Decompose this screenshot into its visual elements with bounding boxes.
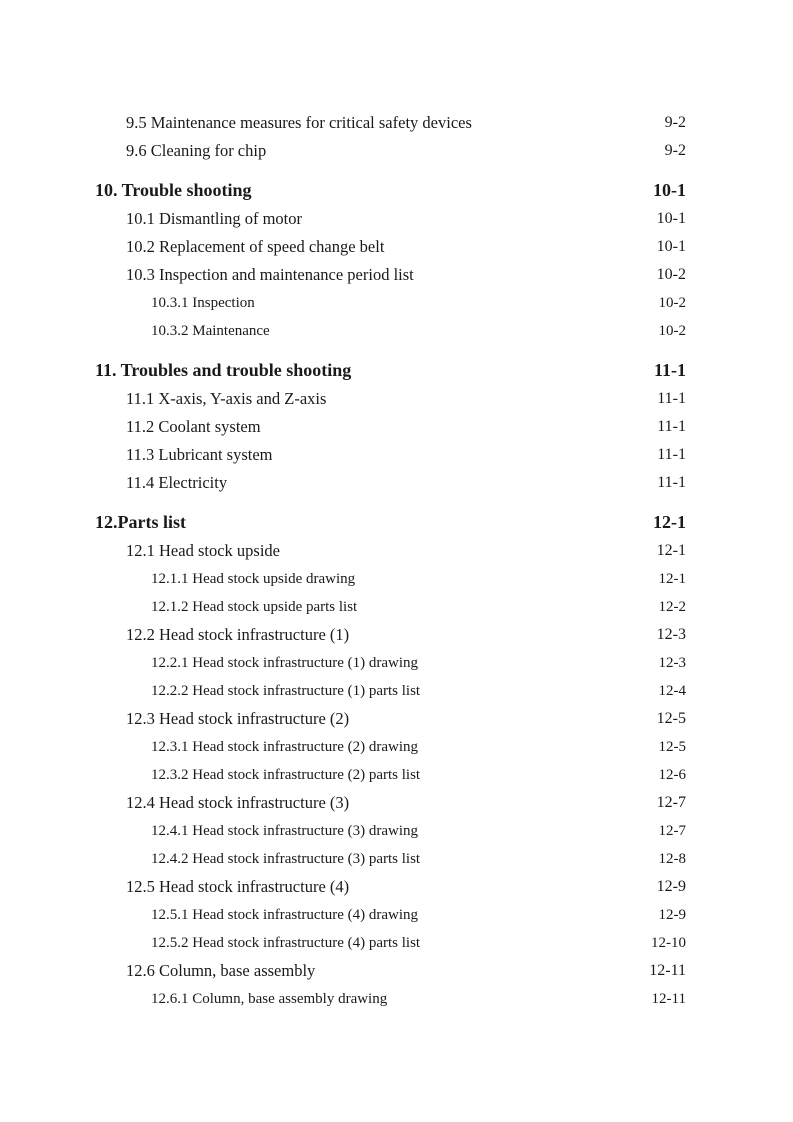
toc-entry[interactable] [0,139,793,163]
toc-entry-label: 11.2 Coolant system [126,417,261,436]
toc-subentry[interactable] [0,595,793,619]
toc-subentry-label: 12.2.2 Head stock infrastructure (1) parts list [151,683,421,699]
toc-entry[interactable] [0,875,793,899]
toc-entry[interactable] [0,623,793,647]
toc-entry-page: 12-9 [656,878,686,895]
toc-entry[interactable] [0,443,793,467]
toc-subentry-label: 12.5.1 Head stock infrastructure (4) drawing [151,907,418,923]
toc-entry-label: 9.6 Cleaning for chip [126,141,267,160]
toc-subentry[interactable] [0,291,793,315]
toc-entry-label: 12.5 Head stock infrastructure (4) [126,877,350,896]
toc-entry[interactable] [0,207,793,231]
toc-subentry[interactable] [0,903,793,927]
toc-subentry-page: 12-11 [651,991,686,1007]
toc-entry-label: 12.3 Head stock infrastructure (2) [126,709,350,728]
toc-chapter-page: 12-1 [653,512,686,532]
toc-entry-page: 9-2 [664,114,686,131]
toc-chapter[interactable] [0,178,793,202]
toc-subentry[interactable] [0,735,793,759]
toc-subentry-page: 12-3 [658,655,686,671]
toc-subentry[interactable] [0,319,793,343]
toc-subentry[interactable] [0,819,793,843]
toc-subentry-label: 12.6.1 Column, base assembly drawing [151,991,388,1007]
toc-subentry-page: 12-5 [658,739,686,755]
toc-entry-label: 11.4 Electricity [126,473,228,492]
toc-subentry-label: 12.4.1 Head stock infrastructure (3) drawing [151,823,418,839]
toc-subentry-label: 10.3.2 Maintenance [151,323,270,339]
toc-entry-page: 10-2 [656,266,686,283]
toc-subentry-page: 12-9 [658,907,686,923]
toc-entry[interactable] [0,471,793,495]
toc-subentry-page: 10-2 [658,295,686,311]
toc-entry-label: 11.3 Lubricant system [126,445,273,464]
toc-entry[interactable] [0,263,793,287]
toc-entry-page: 10-1 [656,238,686,255]
toc-subentry-label: 12.1.2 Head stock upside parts list [151,599,358,615]
toc-entry-label: 12.6 Column, base assembly [126,961,316,980]
toc-subentry[interactable] [0,987,793,1011]
toc-entry-page: 11-1 [657,474,686,491]
toc-subentry-label: 12.3.2 Head stock infrastructure (2) parts list [151,767,421,783]
toc-entry-page: 12-7 [656,794,686,811]
toc-chapter-page: 10-1 [653,180,686,200]
toc-entry[interactable] [0,539,793,563]
toc-subentry-label: 10.3.1 Inspection [151,295,255,311]
toc-subentry-page: 12-6 [658,767,686,783]
toc-chapter-label: 11. Troubles and trouble shooting [95,360,352,380]
toc-subentry-page: 12-1 [658,571,686,587]
toc-subentry-page: 12-10 [651,935,686,951]
toc-chapter-page: 11-1 [653,360,686,380]
toc-subentry[interactable] [0,651,793,675]
toc-subentry[interactable] [0,847,793,871]
toc-subentry-label: 12.3.1 Head stock infrastructure (2) drawing [151,739,418,755]
toc-entry-label: 12.4 Head stock infrastructure (3) [126,793,350,812]
toc-subentry[interactable] [0,567,793,591]
toc-entry[interactable] [0,111,793,135]
toc-entry-label: 10.2 Replacement of speed change belt [126,237,385,256]
toc-entry[interactable] [0,415,793,439]
toc-chapter[interactable] [0,358,793,382]
toc-subentry-page: 10-2 [658,323,686,339]
toc-entry-page: 11-1 [657,446,686,463]
toc-entry-page: 12-3 [656,626,686,643]
toc-subentry-page: 12-8 [658,851,686,867]
toc-chapter[interactable] [0,510,793,534]
toc-entry-page: 11-1 [657,418,686,435]
toc-entry[interactable] [0,707,793,731]
toc-entry-page: 11-1 [657,390,686,407]
toc-entry-page: 10-1 [656,210,686,227]
toc-entry[interactable] [0,235,793,259]
toc-entry-label: 10.3 Inspection and maintenance period list [126,265,414,284]
toc-chapter-label: 10. Trouble shooting [95,180,252,200]
toc-subentry-page: 12-7 [658,823,686,839]
toc-subentry[interactable] [0,679,793,703]
toc-entry[interactable] [0,959,793,983]
toc-entry[interactable] [0,791,793,815]
toc-entry-page: 12-5 [656,710,686,727]
toc-entry-page: 9-2 [664,142,686,159]
toc-entry-label: 12.1 Head stock upside [126,541,280,560]
toc-entry-label: 11.1 X-axis, Y-axis and Z-axis [126,389,327,408]
toc-subentry-label: 12.5.2 Head stock infrastructure (4) parts list [151,935,421,951]
toc-subentry-label: 12.4.2 Head stock infrastructure (3) parts list [151,851,421,867]
toc-entry-page: 12-1 [656,542,686,559]
toc-subentry-label: 12.1.1 Head stock upside drawing [151,571,356,587]
toc-subentry[interactable] [0,763,793,787]
toc-subentry[interactable] [0,931,793,955]
toc-entry[interactable] [0,387,793,411]
toc-entry-label: 12.2 Head stock infrastructure (1) [126,625,350,644]
toc-subentry-label: 12.2.1 Head stock infrastructure (1) drawing [151,655,418,671]
toc-entry-page: 12-11 [649,962,686,979]
toc-chapter-label: 12.Parts list [95,512,186,532]
toc-subentry-page: 12-2 [658,599,686,615]
toc-subentry-page: 12-4 [658,683,686,699]
toc-entry-label: 10.1 Dismantling of motor [126,209,302,228]
toc-entry-label: 9.5 Maintenance measures for critical safety devices [126,113,472,132]
